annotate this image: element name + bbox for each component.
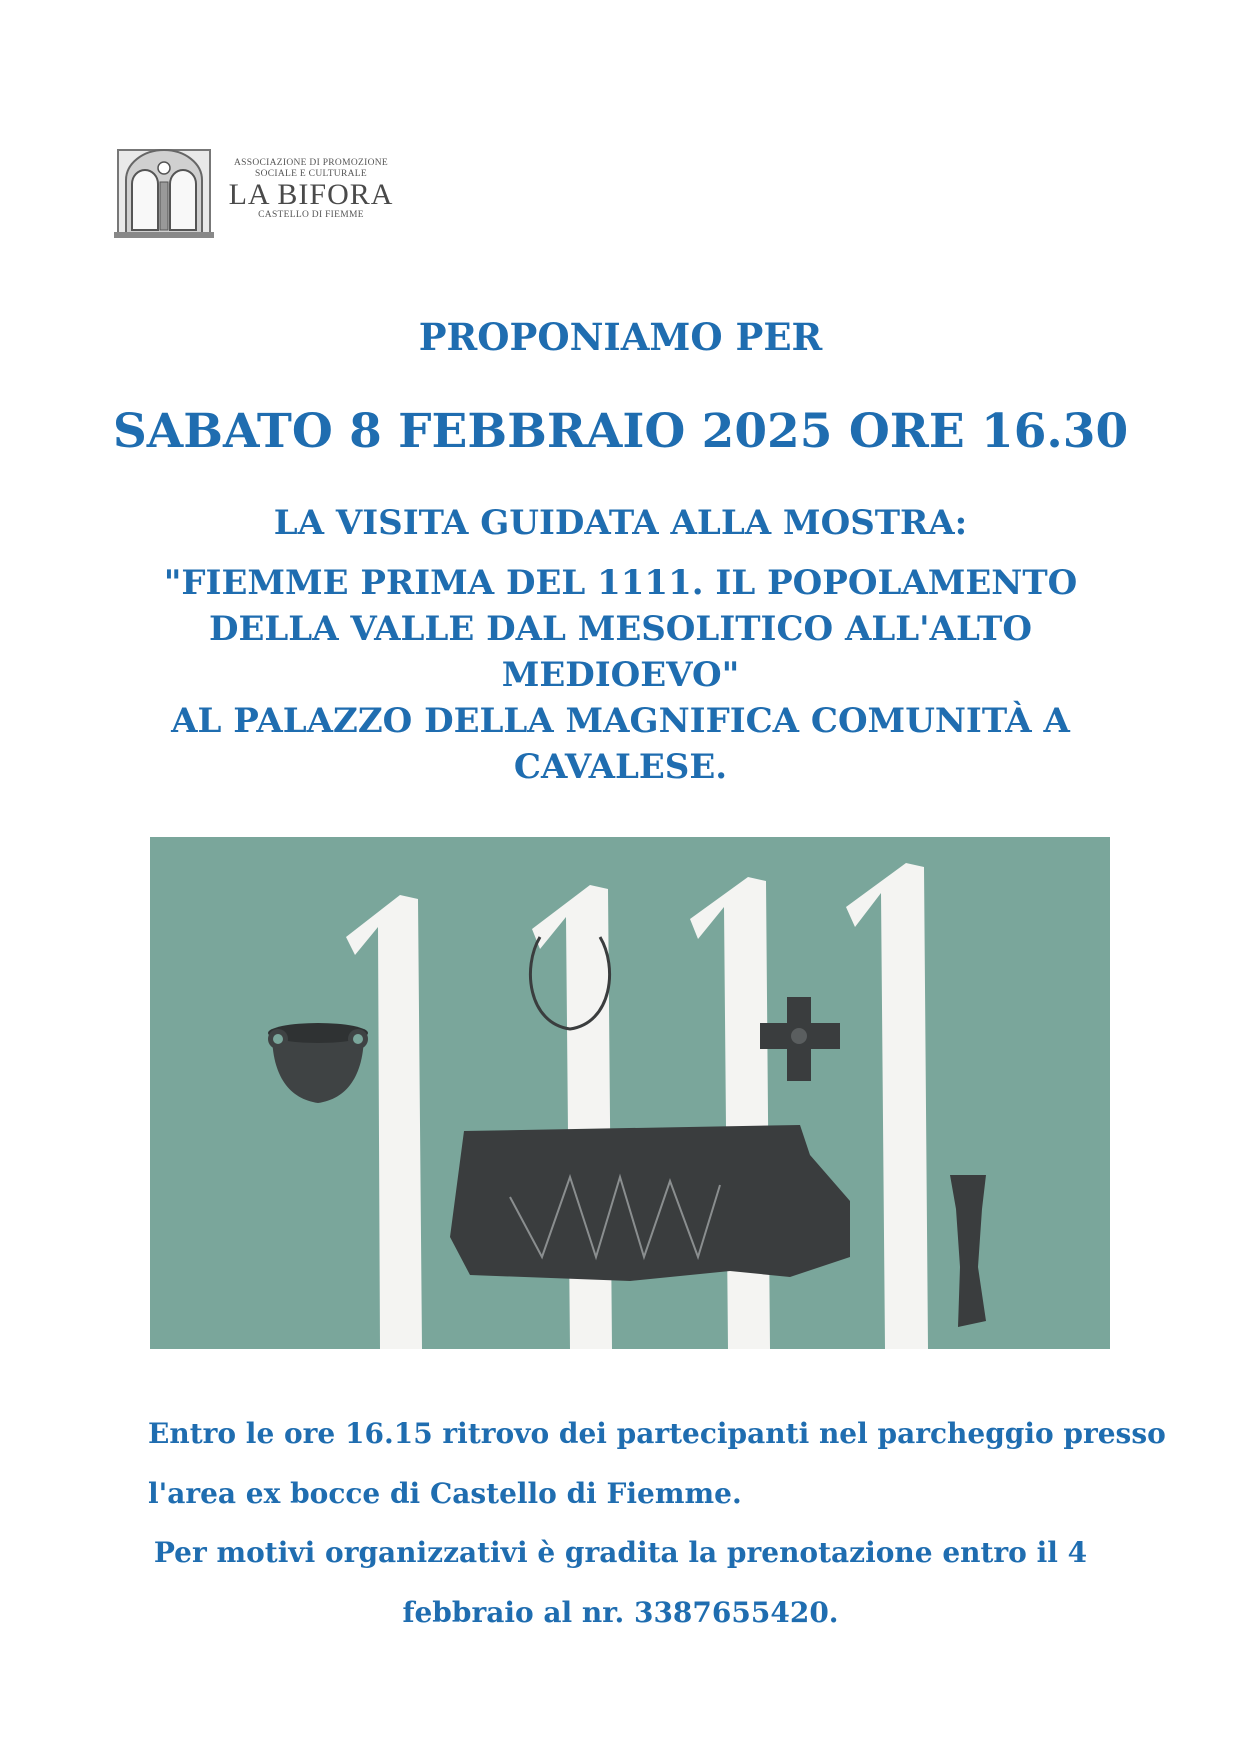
logo-line-2: SOCIALE E CULTURALE bbox=[255, 169, 367, 179]
logo-line-1: ASSOCIAZIONE DI PROMOZIONE bbox=[234, 158, 388, 168]
engraved-artifact-icon bbox=[450, 1125, 850, 1281]
exhibition-title-line-1: "FIEMME PRIMA DEL 1111. IL POPOLAMENTO bbox=[163, 563, 1078, 603]
venue-line-2: CAVALESE. bbox=[513, 747, 728, 787]
exhibition-title-line-2: DELLA VALLE DAL MESOLITICO ALL'ALTO bbox=[208, 609, 1032, 649]
exhibition-artwork bbox=[150, 837, 1110, 1349]
event-date-heading: SABATO 8 FEBBRAIO 2025 ORE 16.30 bbox=[112, 404, 1129, 459]
association-logo bbox=[112, 136, 402, 240]
intro-heading: PROPONIAMO PER bbox=[418, 315, 823, 359]
bronze-axe-icon bbox=[950, 1175, 986, 1327]
meeting-info-line-1: Entro le ore 16.15 ritrovo dei partecipanti nel parcheggio presso bbox=[148, 1417, 1166, 1450]
visit-heading: LA VISITA GUIDATA ALLA MOSTRA: bbox=[273, 503, 968, 543]
venue-line-1: AL PALAZZO DELLA MAGNIFICA COMUNITÀ A bbox=[171, 701, 1070, 741]
visit-description bbox=[0, 500, 1241, 790]
exhibition-title-line-3: MEDIOEVO" bbox=[501, 655, 740, 695]
booking-info-line-1: Per motivi organizzativi è gradita la prenotazione entro il 4 bbox=[153, 1536, 1088, 1569]
cross-brooch-icon bbox=[760, 997, 840, 1081]
logo-name: LA BIFORA bbox=[228, 178, 394, 211]
meeting-info-line-2: l'area ex bocce di Castello di Fiemme. bbox=[148, 1477, 742, 1510]
booking-info-line-2: febbraio al nr. 3387655420. bbox=[402, 1596, 839, 1629]
pottery-vessel-icon bbox=[268, 1023, 368, 1103]
logo-place: CASTELLO DI FIEMME bbox=[258, 210, 364, 220]
bifora-window-icon bbox=[112, 136, 216, 240]
